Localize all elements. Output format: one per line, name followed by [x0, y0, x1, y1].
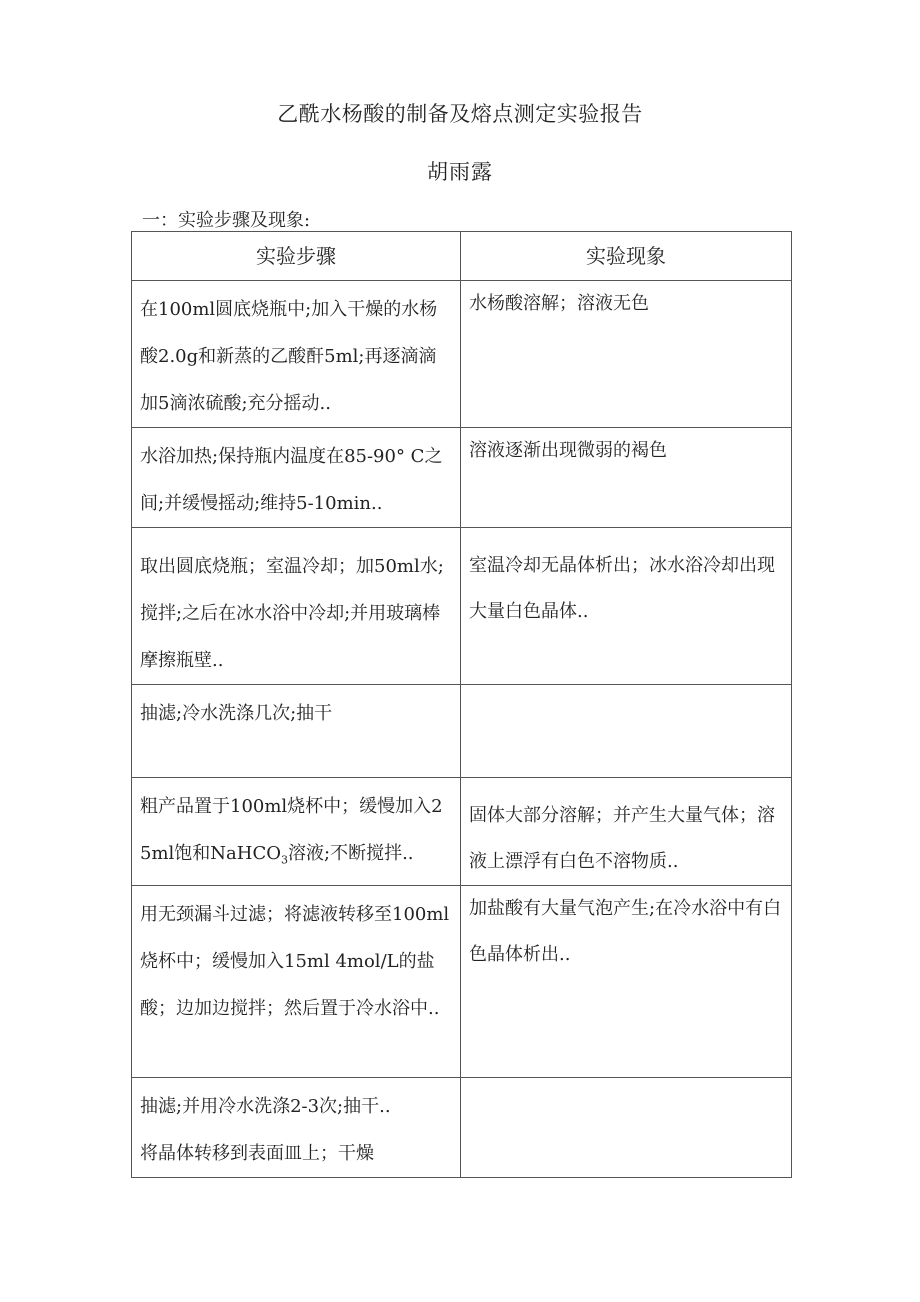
step-text: 取出圆底烧瓶；室温冷却；加50ml水;搅拌;之后在冰水浴中冷却;并用玻璃棒摩擦瓶壁.. [140, 556, 444, 671]
step-text-line-2: 将晶体转移到表面皿上；干燥 [140, 1143, 374, 1164]
table-row [132, 886, 792, 1078]
observation-text: 固体大部分溶解；并产生大量气体；溶液上漂浮有白色不溶物质.. [469, 805, 775, 872]
step-text-part: 溶液;不断搅拌.. [288, 843, 414, 864]
step-cell [132, 778, 461, 886]
observation-cell [461, 886, 792, 1078]
step-text-part: 粗产品置于100ml烧杯中；缓慢加入25ml饱和NaHCO [140, 796, 443, 864]
table-row [132, 528, 792, 685]
observation-cell [461, 281, 792, 428]
observation-text: 加盐酸有大量气泡产生;在冷水浴中有白色晶体析出.. [469, 898, 782, 965]
step-cell [132, 528, 461, 685]
observation-cell [461, 1078, 792, 1178]
step-cell [132, 428, 461, 528]
author-name: 胡雨露 [427, 160, 493, 184]
table-header-row [132, 232, 792, 281]
step-cell [132, 281, 461, 428]
observation-text: 室温冷却无晶体析出；冰水浴冷却出现大量白色晶体.. [469, 555, 775, 622]
report-title: 乙酰水杨酸的制备及熔点测定实验报告 [277, 102, 643, 126]
observation-cell [461, 685, 792, 778]
step-text: 抽滤;冷水洗涤几次;抽干 [140, 703, 333, 724]
subscript-3: 3 [281, 853, 288, 867]
observation-cell [461, 428, 792, 528]
table-row [132, 778, 792, 886]
observation-cell [461, 528, 792, 685]
table-row [132, 685, 792, 778]
table-row [132, 281, 792, 428]
header-observations: 实验现象 [461, 232, 792, 281]
step-text: 在100ml圆底烧瓶中;加入干燥的水杨酸2.0g和新蒸的乙酸酐5ml;再逐滴滴加5滴浓硫酸;充分摇动.. [140, 299, 438, 414]
observation-cell [461, 778, 792, 886]
observation-text: 水杨酸溶解；溶液无色 [469, 293, 649, 314]
section-heading: 一：实验步骤及现象: [142, 210, 311, 231]
procedure-table [131, 231, 792, 1178]
step-cell [132, 685, 461, 778]
step-text [140, 778, 452, 884]
step-cell [132, 886, 461, 1078]
step-text: 水浴加热;保持瓶内温度在85-90° C之间;并缓慢摇动;维持5-10min.. [140, 446, 443, 514]
step-text: 用无颈漏斗过滤；将滤液转移至100ml烧杯中；缓慢加入15ml 4mol/L的盐酸；边加边搅拌；然后置于冷水浴中.. [140, 904, 450, 1019]
observation-text: 溶液逐渐出现微弱的褐色 [469, 440, 667, 461]
header-steps: 实验步骤 [132, 232, 461, 281]
table-row [132, 1078, 792, 1178]
step-text-line-1: 抽滤;并用冷水洗涤2-3次;抽干.. [140, 1096, 391, 1117]
table-row [132, 428, 792, 528]
step-cell [132, 1078, 461, 1178]
